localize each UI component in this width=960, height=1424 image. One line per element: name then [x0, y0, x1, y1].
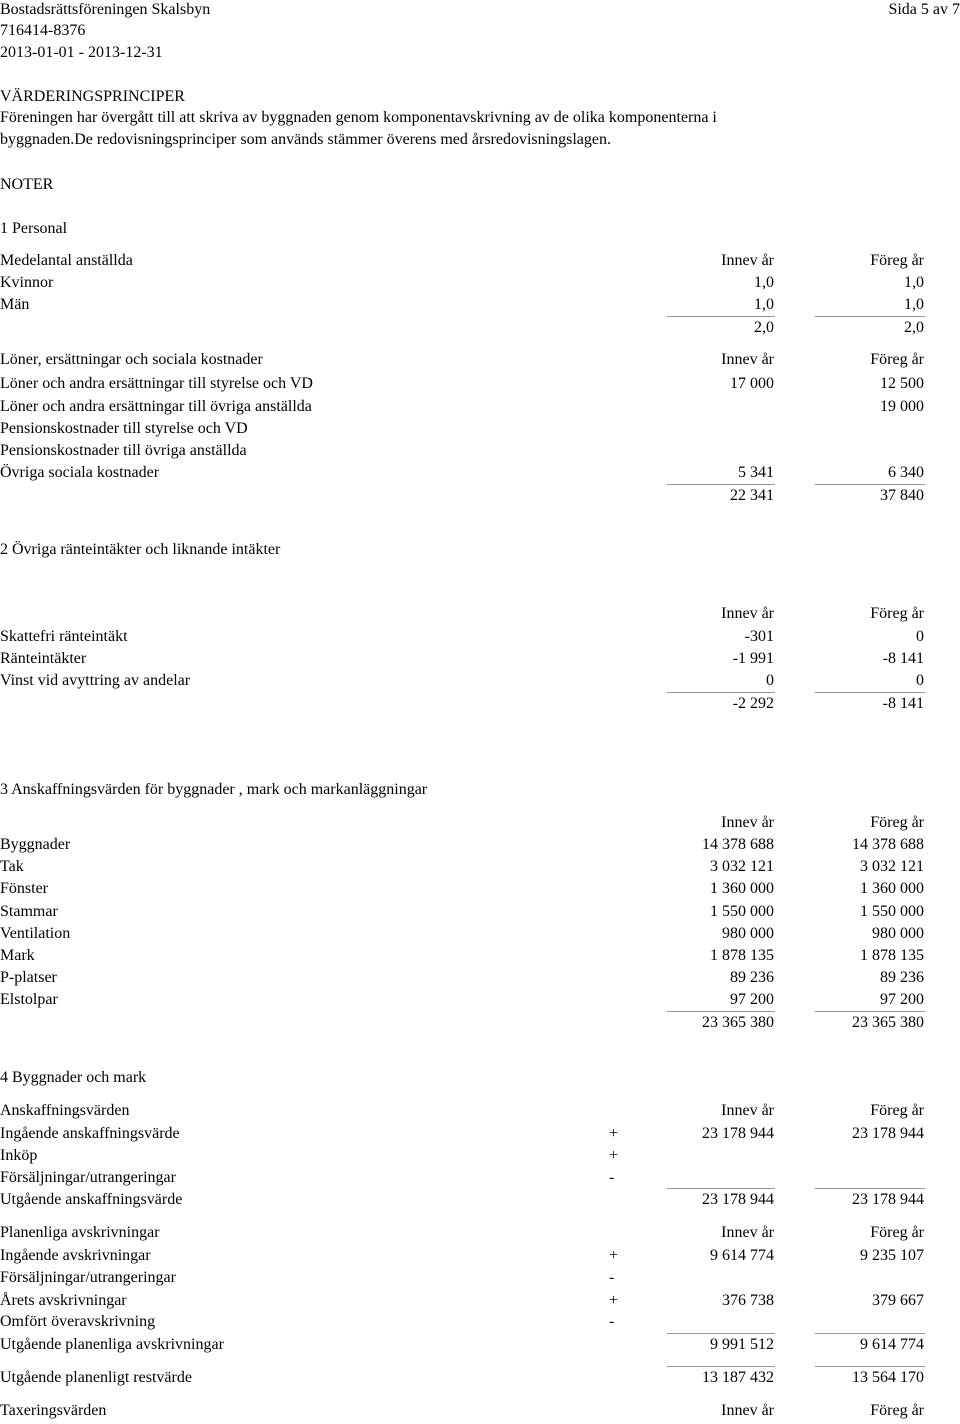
total-row — [0, 1189, 960, 1211]
previous-year-value: 14 378 688 — [852, 836, 924, 853]
previous-year-total: 23 178 944 — [852, 1191, 924, 1208]
row-label: Pensionskostnader till styrelse och VD — [0, 420, 248, 437]
previous-year-value: 1 878 135 — [860, 947, 924, 964]
note-4-title: 4 Byggnader och mark — [0, 1069, 147, 1086]
row-label: Medelantal anställda — [0, 252, 133, 269]
table-header — [0, 1100, 960, 1122]
previous-year-total: 23 365 380 — [852, 1014, 924, 1031]
previous-year-value: 12 500 — [880, 375, 924, 392]
current-year-value: -1 991 — [732, 650, 774, 667]
fiscal-period: 2013-01-01 - 2013-12-31 — [0, 44, 163, 61]
row-label: Vinst vid avyttring av andelar — [0, 672, 191, 689]
row-label: Skattefri ränteintäkt — [0, 628, 128, 645]
row-label: Planenliga avskrivningar — [0, 1224, 160, 1241]
table-row — [0, 670, 960, 692]
current-year-value: 1,0 — [754, 274, 774, 291]
table-row — [0, 967, 960, 989]
column-previous-year: Föreg år — [870, 1224, 924, 1241]
row-label: Ingående anskaffningsvärde — [0, 1125, 180, 1142]
column-current-year: Innev år — [721, 252, 774, 269]
sign: + — [609, 1147, 619, 1164]
principles-text-line-2: byggnaden.De redovisningsprinciper som används stämmer överens med årsredovisningslagen. — [0, 131, 611, 148]
current-year-total: 23 365 380 — [702, 1014, 774, 1031]
row-label: Taxeringsvärden — [0, 1402, 107, 1419]
table-header — [0, 349, 960, 371]
page-number: Sida 5 av 7 — [888, 1, 960, 18]
current-year-total: 22 341 — [730, 487, 774, 504]
row-label: Löner och andra ersättningar till styrelse och VD — [0, 375, 313, 392]
total-row — [0, 317, 960, 339]
previous-year-value: 1,0 — [904, 296, 924, 313]
row-label: Försäljningar/utrangeringar — [0, 1269, 176, 1286]
row-label: Inköp — [0, 1147, 38, 1164]
previous-year-value: 1 550 000 — [860, 903, 924, 920]
current-year-value: 17 000 — [730, 375, 774, 392]
previous-year-value: 0 — [916, 672, 924, 689]
current-year-value: 1 360 000 — [710, 880, 774, 897]
table-row — [0, 834, 960, 856]
table-header — [0, 1400, 960, 1422]
previous-year-value: 9 235 107 — [860, 1247, 924, 1264]
table-row — [0, 1311, 960, 1333]
row-label: Ränteintäkter — [0, 650, 87, 667]
table-header — [0, 1222, 960, 1244]
row-label: Löner, ersättningar och sociala kostnader — [0, 351, 263, 368]
current-year-value: 0 — [766, 672, 774, 689]
table-row — [0, 440, 960, 462]
table-header — [0, 812, 960, 834]
previous-year-total: 37 840 — [880, 487, 924, 504]
row-label: Årets avskrivningar — [0, 1292, 127, 1309]
current-year-value: 5 341 — [738, 464, 774, 481]
current-year-value: 980 000 — [722, 925, 774, 942]
previous-year-total: -8 141 — [882, 695, 924, 712]
previous-year-value: 89 236 — [880, 969, 924, 986]
row-label: Elstolpar — [0, 991, 58, 1008]
column-previous-year: Föreg år — [870, 814, 924, 831]
row-label: Fönster — [0, 880, 48, 897]
table-row — [0, 945, 960, 967]
row-label: Omfört överavskrivning — [0, 1313, 156, 1330]
table-row — [0, 989, 960, 1011]
row-label: P-platser — [0, 969, 57, 986]
current-year-total: 9 991 512 — [710, 1336, 774, 1353]
previous-year-total: 2,0 — [904, 319, 924, 336]
row-label: Ventilation — [0, 925, 71, 942]
table-row — [0, 294, 960, 316]
previous-year-value: 3 032 121 — [860, 858, 924, 875]
table-header — [0, 250, 960, 272]
current-year-value: 1 550 000 — [710, 903, 774, 920]
table-row — [0, 272, 960, 294]
current-year-total: 23 178 944 — [702, 1191, 774, 1208]
sign: - — [609, 1313, 615, 1330]
current-year-total: -2 292 — [732, 695, 774, 712]
column-current-year: Innev år — [721, 1102, 774, 1119]
table-row — [0, 901, 960, 923]
row-label: Utgående planenligt restvärde — [0, 1369, 192, 1386]
row-label: Löner och andra ersättningar till övriga anställda — [0, 398, 312, 415]
current-year-total: 13 187 432 — [702, 1369, 774, 1386]
row-label: Övriga sociala kostnader — [0, 464, 160, 481]
column-previous-year: Föreg år — [870, 605, 924, 622]
previous-year-total: 13 564 170 — [852, 1369, 924, 1386]
table-header — [0, 603, 960, 625]
organization-name: Bostadsrättsföreningen Skalsbyn — [0, 1, 211, 18]
row-label: Utgående planenliga avskrivningar — [0, 1336, 224, 1353]
previous-year-value: -8 141 — [882, 650, 924, 667]
notes-heading: NOTER — [0, 176, 54, 193]
table-row — [0, 648, 960, 670]
sign: - — [609, 1169, 615, 1186]
previous-year-value: 0 — [916, 628, 924, 645]
column-previous-year: Föreg år — [870, 252, 924, 269]
table-row — [0, 878, 960, 900]
previous-year-value: 980 000 — [872, 925, 924, 942]
row-label: Stammar — [0, 903, 58, 920]
organization-number: 716414-8376 — [0, 22, 86, 39]
table-row — [0, 1290, 960, 1312]
previous-year-value: 23 178 944 — [852, 1125, 924, 1142]
row-label: Mark — [0, 947, 35, 964]
table-row — [0, 396, 960, 418]
sign: + — [609, 1292, 619, 1309]
total-row — [0, 485, 960, 507]
note-1-title: 1 Personal — [0, 220, 68, 237]
row-label: Ingående avskrivningar — [0, 1247, 151, 1264]
current-year-value: 14 378 688 — [702, 836, 774, 853]
previous-year-total: 9 614 774 — [860, 1336, 924, 1353]
row-label: Utgående anskaffningsvärde — [0, 1191, 183, 1208]
current-year-value: 3 032 121 — [710, 858, 774, 875]
table-row — [0, 923, 960, 945]
total-row — [0, 1012, 960, 1034]
current-year-value: 23 178 944 — [702, 1125, 774, 1142]
current-year-value: 97 200 — [730, 991, 774, 1008]
column-previous-year: Föreg år — [870, 351, 924, 368]
note-2-title: 2 Övriga ränteintäkter och liknande intäkter — [0, 541, 281, 558]
table-row — [0, 462, 960, 484]
column-current-year: Innev år — [721, 814, 774, 831]
column-current-year: Innev år — [721, 351, 774, 368]
previous-year-value: 1,0 — [904, 274, 924, 291]
column-current-year: Innev år — [721, 1402, 774, 1419]
table-row — [0, 1167, 960, 1189]
total-row — [0, 1334, 960, 1356]
table-row — [0, 1245, 960, 1267]
previous-year-value: 1 360 000 — [860, 880, 924, 897]
table-row — [0, 1123, 960, 1145]
row-label: Byggnader — [0, 836, 71, 853]
current-year-value: 1 878 135 — [710, 947, 774, 964]
table-row — [0, 856, 960, 878]
column-previous-year: Föreg år — [870, 1402, 924, 1419]
current-year-total: 2,0 — [754, 319, 774, 336]
row-label: Anskaffningsvärden — [0, 1102, 130, 1119]
table-row — [0, 373, 960, 395]
note-3-title: 3 Anskaffningsvärden för byggnader , mark och markanläggningar — [0, 781, 428, 798]
column-previous-year: Föreg år — [870, 1102, 924, 1119]
row-label: Män — [0, 296, 30, 313]
sign: + — [609, 1247, 619, 1264]
table-row — [0, 418, 960, 440]
current-year-value: 89 236 — [730, 969, 774, 986]
table-row — [0, 626, 960, 648]
previous-year-value: 19 000 — [880, 398, 924, 415]
column-current-year: Innev år — [721, 605, 774, 622]
table-row — [0, 1267, 960, 1289]
current-year-value: 1,0 — [754, 296, 774, 313]
row-label: Försäljningar/utrangeringar — [0, 1169, 176, 1186]
total-row — [0, 1367, 960, 1389]
current-year-value: -301 — [744, 628, 774, 645]
sign: - — [609, 1269, 615, 1286]
table-row — [0, 1145, 960, 1167]
previous-year-value: 97 200 — [880, 991, 924, 1008]
principles-text-line-1: Föreningen har övergått till att skriva av byggnaden genom komponentavskrivning av de olika komponenterna i — [0, 109, 717, 126]
previous-year-value: 6 340 — [888, 464, 924, 481]
column-current-year: Innev år — [721, 1224, 774, 1241]
sign: + — [609, 1125, 619, 1142]
row-label: Pensionskostnader till övriga anställda — [0, 442, 247, 459]
principles-heading: VÄRDERINGSPRINCIPER — [0, 88, 185, 105]
previous-year-value: 379 667 — [872, 1292, 924, 1309]
current-year-value: 376 738 — [722, 1292, 774, 1309]
total-row — [0, 693, 960, 715]
row-label: Kvinnor — [0, 274, 54, 291]
current-year-value: 9 614 774 — [710, 1247, 774, 1264]
row-label: Tak — [0, 858, 24, 875]
